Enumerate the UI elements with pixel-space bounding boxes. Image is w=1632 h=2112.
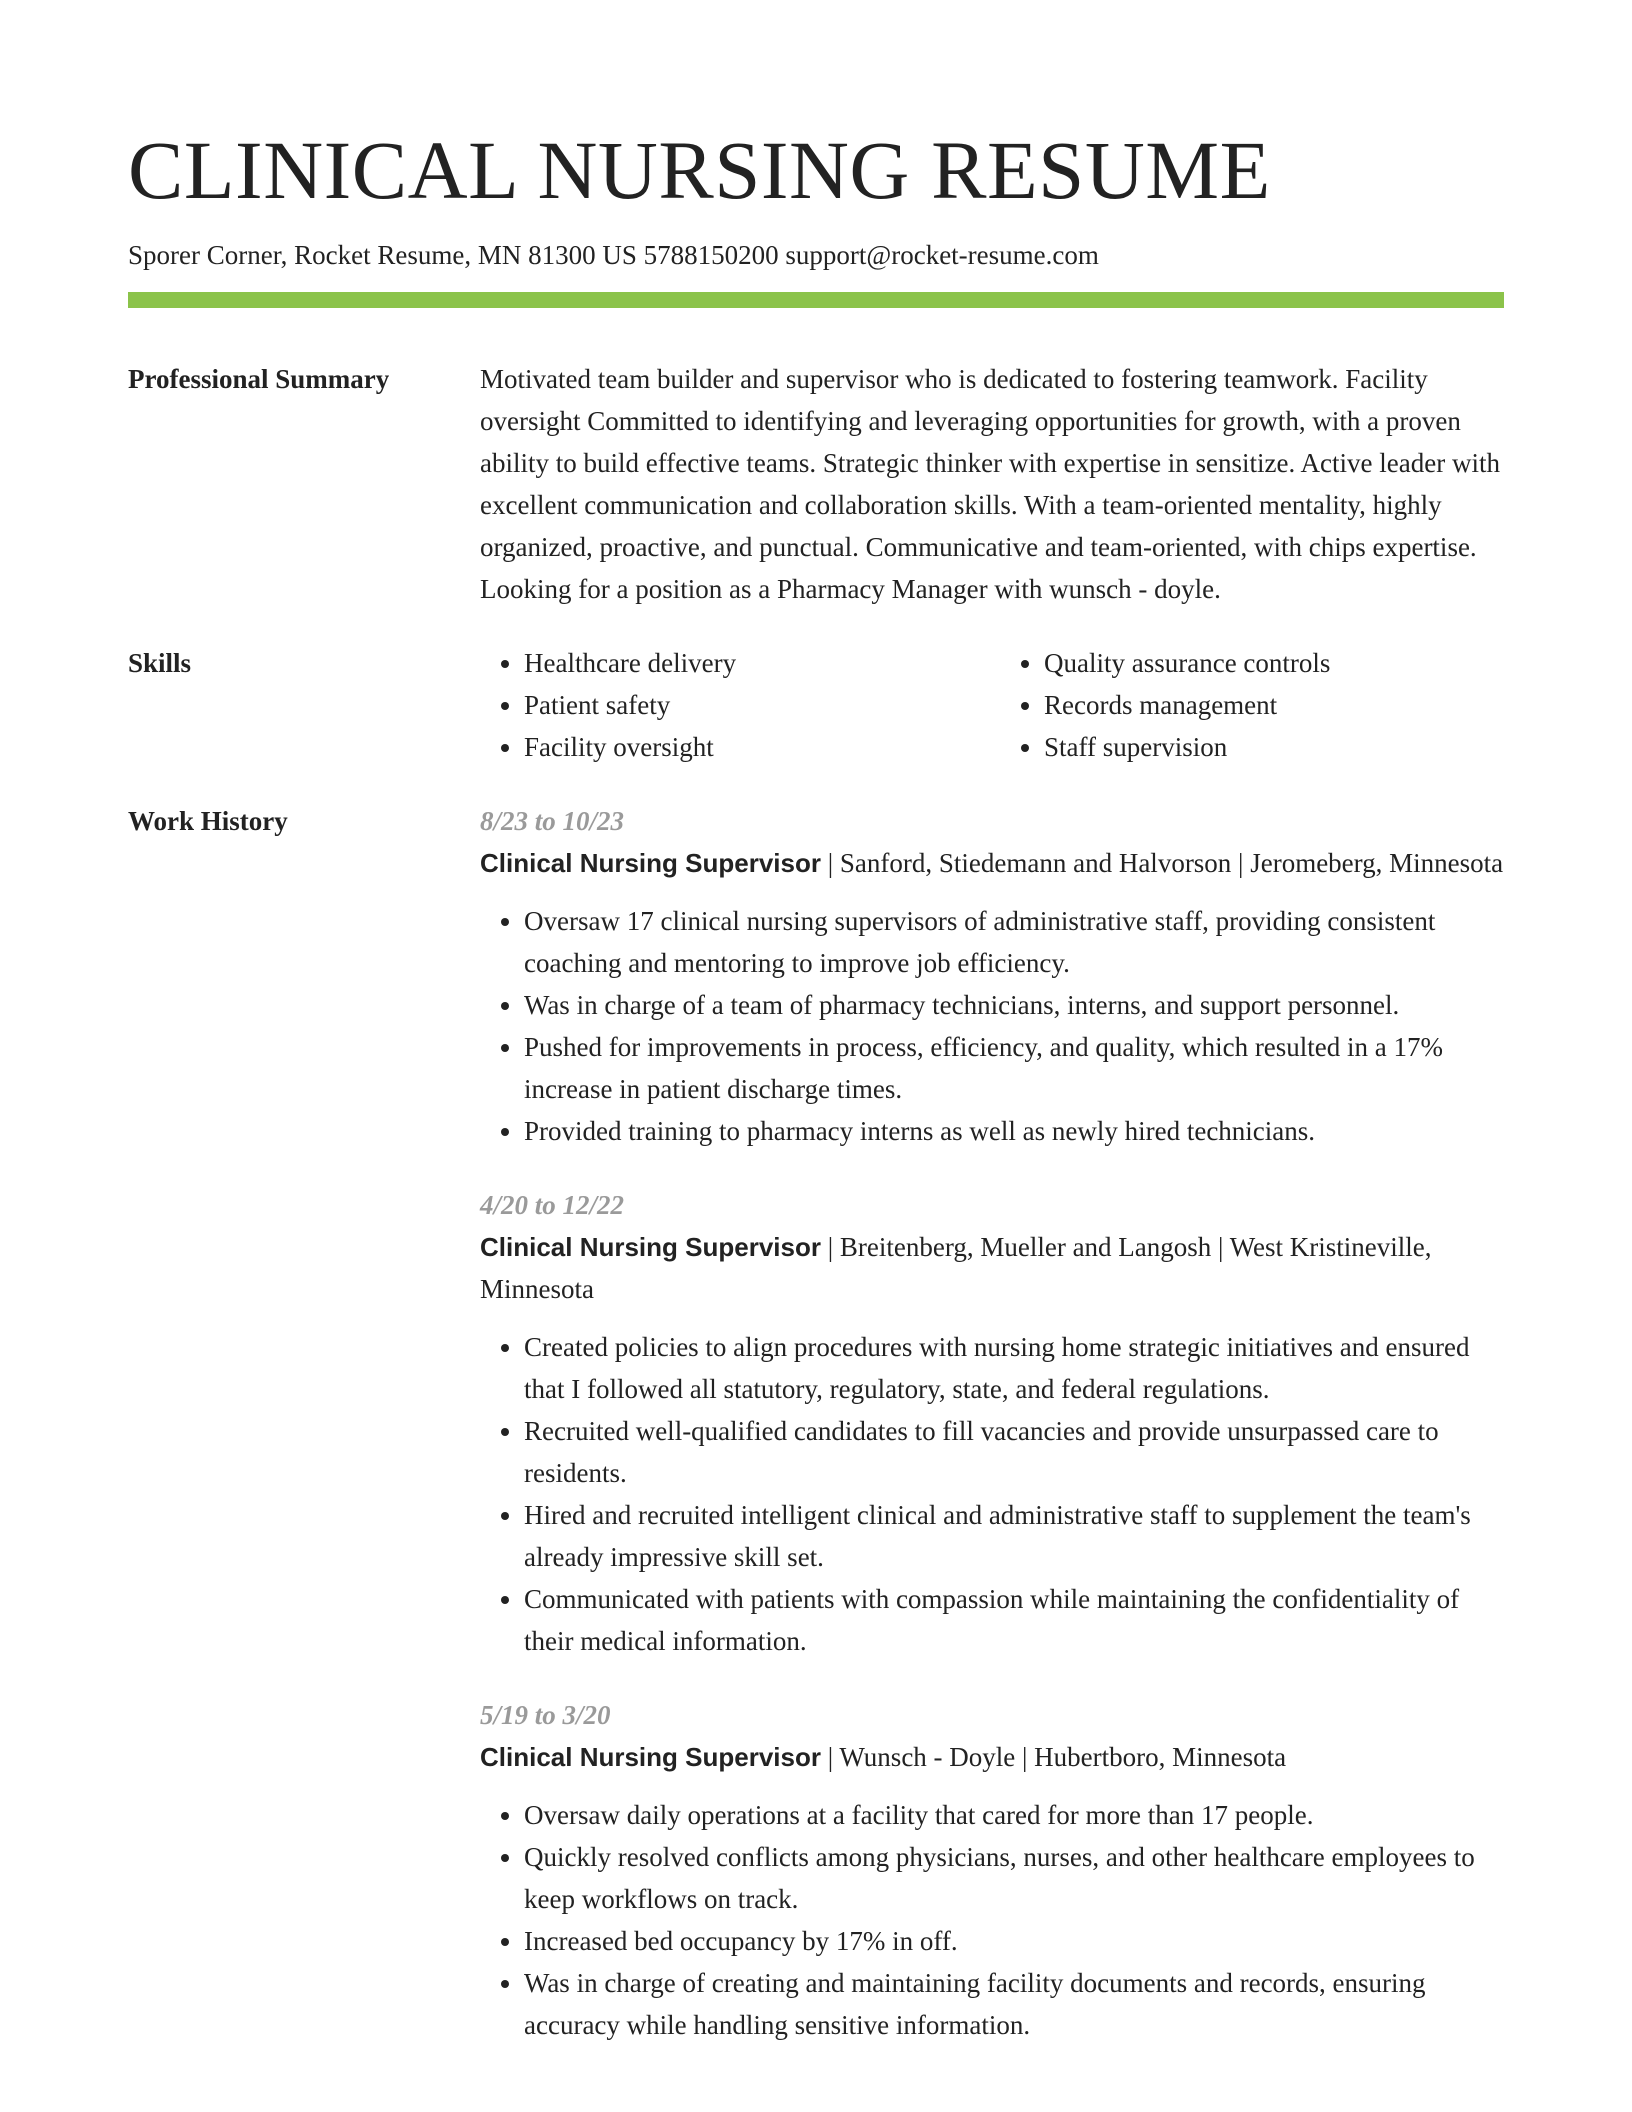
job-entry (480, 1184, 1504, 1662)
professional-summary-section (128, 358, 1504, 610)
job-bullet: • Increased bed occupancy by 17% in off. (524, 1920, 1504, 1962)
skills-column-2 (984, 642, 1504, 768)
job-title: Clinical Nursing Supervisor (480, 848, 821, 878)
work-history-section (128, 800, 1504, 2078)
job-separator: | (820, 848, 840, 878)
job-bullet: • Hired and recruited intelligent clinical and administrative staff to supplement the team's already impressive skill set. (524, 1494, 1504, 1578)
skill-item: • Patient safety (524, 684, 984, 726)
job-heading (480, 1736, 1504, 1778)
job-bullet: • Provided training to pharmacy interns as well as newly hired technicians. (524, 1110, 1504, 1152)
job-bullet: • Communicated with patients with compassion while maintaining the confidentiality of their medical information. (524, 1578, 1504, 1662)
section-label-summary: Professional Summary (128, 364, 390, 394)
skills-section (128, 642, 1504, 768)
job-bullets (480, 900, 1504, 1152)
skill-item: • Healthcare delivery (524, 642, 984, 684)
summary-text: Motivated team builder and supervisor who is dedicated to fostering teamwork. Facility oversight Committed to identifying and leveraging opportunities for growth, with a proven ability to build effective teams. Strategic thinker with expertise in sensitize. Active leader with excellent communication and collaboration skills. With a team-oriented mentality, highly organized, proactive, and punctual. Communicative and team-oriented, with chips expertise. Looking for a position as a Pharmacy Manager with wunsch - doyle. (480, 364, 1500, 604)
job-bullet: • Quickly resolved conflicts among physicians, nurses, and other healthcare employees to keep workflows on track. (524, 1836, 1504, 1920)
job-separator: | (820, 1232, 840, 1262)
job-details: Breitenberg, Mueller and Langosh | West Kristineville, Minnesota (480, 1232, 1432, 1304)
job-title: Clinical Nursing Supervisor (480, 1742, 821, 1772)
section-label-work: Work History (128, 806, 288, 836)
job-bullet: • Created policies to align procedures with nursing home strategic initiatives and ensured that I followed all statutory, regulatory, state, and federal regulations. (524, 1326, 1504, 1410)
skills-list (480, 642, 1504, 768)
job-heading (480, 842, 1504, 884)
job-bullet: • Oversaw 17 clinical nursing supervisors of administrative staff, providing consistent coaching and mentoring to improve job efficiency. (524, 900, 1504, 984)
job-bullet: • Was in charge of a team of pharmacy technicians, interns, and support personnel. (524, 984, 1504, 1026)
job-bullets (480, 1794, 1504, 2046)
job-dates: 4/20 to 12/22 (480, 1190, 625, 1220)
job-bullets (480, 1326, 1504, 1662)
skill-item: • Facility oversight (524, 726, 984, 768)
job-entry (480, 1694, 1504, 2046)
job-bullet: • Pushed for improvements in process, efficiency, and quality, which resulted in a 17% increase in patient discharge times. (524, 1026, 1504, 1110)
job-bullet: • Recruited well-qualified candidates to fill vacancies and provide unsurpassed care to residents. (524, 1410, 1504, 1494)
resume-page (128, 120, 1504, 2078)
job-dates: 5/19 to 3/20 (480, 1700, 611, 1730)
skills-column-1 (480, 642, 984, 768)
resume-title: CLINICAL NURSING RESUME (128, 124, 1271, 216)
skill-item: • Staff supervision (1044, 726, 1504, 768)
contact-info: Sporer Corner, Rocket Resume, MN 81300 US 5788150200 support@rocket-resume.com (128, 240, 1099, 270)
job-bullet: • Was in charge of creating and maintaining facility documents and records, ensuring accuracy while handling sensitive information. (524, 1962, 1504, 2046)
accent-divider (128, 292, 1504, 308)
job-details: Wunsch - Doyle | Hubertboro, Minnesota (839, 1742, 1287, 1772)
job-entry (480, 800, 1504, 1152)
section-label-skills: Skills (128, 648, 192, 678)
job-bullet: • Oversaw daily operations at a facility that cared for more than 17 people. (524, 1794, 1504, 1836)
job-dates: 8/23 to 10/23 (480, 806, 625, 836)
skill-item: • Quality assurance controls (1044, 642, 1504, 684)
job-heading (480, 1226, 1504, 1310)
job-details: Sanford, Stiedemann and Halvorson | Jeromeberg, Minnesota (839, 848, 1504, 878)
job-separator: | (820, 1742, 840, 1772)
skill-item: • Records management (1044, 684, 1504, 726)
job-title: Clinical Nursing Supervisor (480, 1232, 821, 1262)
